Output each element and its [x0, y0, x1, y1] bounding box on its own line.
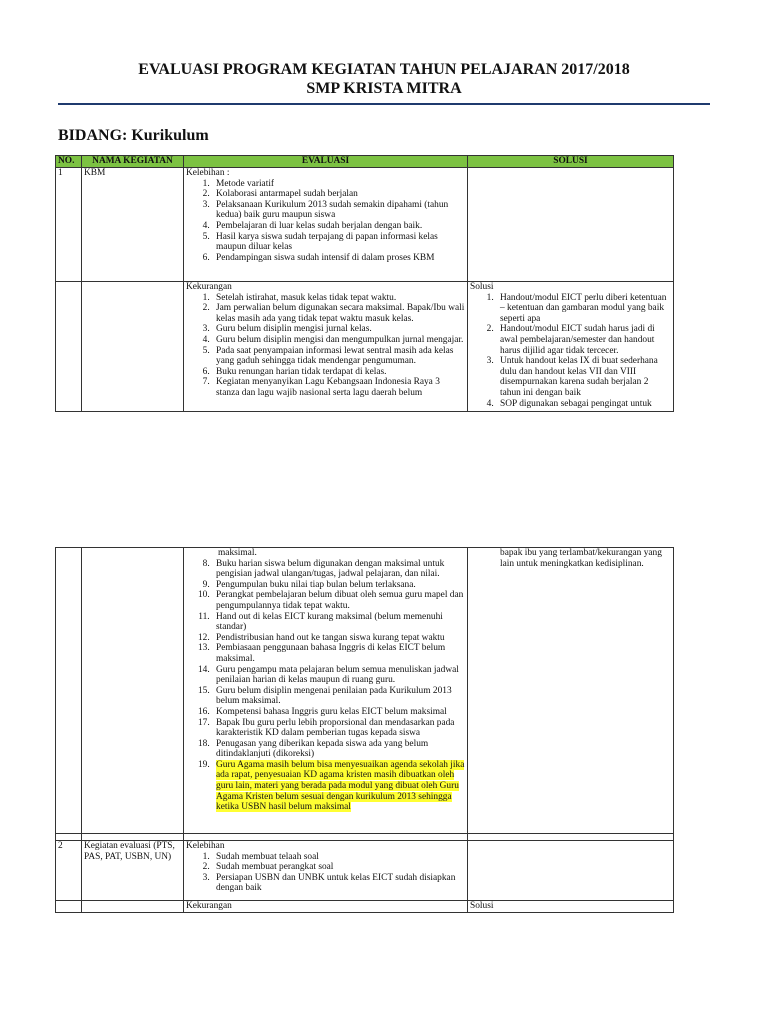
list-item: 3. Untuk handout kelas IX di buat sederhana dulu dan handout kelas VII dan VIII disempurnakan karena sudah berjalan 2 tahun ini dengan baik: [496, 356, 671, 398]
list-item: 5. Hasil karya siswa sudah terpajang di papan informasi kelas maupun diluar kelas: [212, 232, 465, 253]
list-item: 12. Pendistribusian hand out ke tangan siswa kurang tepat waktu: [212, 633, 465, 644]
list-item: 1. Sudah membuat telaah soal: [212, 852, 465, 863]
evaluation-table-page1: [55, 155, 674, 412]
list-item: 14. Guru pengampu mata pelajaran belum semua menuliskan jadwal penilaian harian di kelas maupun di ruang guru.: [212, 665, 465, 686]
list-item: 4. Pembelajaran di luar kelas sudah berjalan dengan baik.: [212, 221, 465, 232]
list-item: 2. Handout/modul EICT sudah harus jadi di awal pembelajaran/semester dan handout harus dijilid agar tidak tercecer.: [496, 324, 671, 356]
row-number: [56, 901, 82, 913]
table-header-row: [56, 156, 674, 168]
evaluasi-kekurangan-cell: [184, 282, 468, 412]
list-item: 1. Setelah istirahat, masuk kelas tidak tepat waktu.: [212, 293, 465, 304]
solusi-label-cell: Solusi: [468, 901, 674, 913]
row-number: [56, 282, 82, 412]
carry-over-text: maksimal.: [218, 548, 257, 558]
list-item: 18. Penugasan yang diberikan kepada siswa ada yang belum ditindaklanjuti (dikoreksi): [212, 739, 465, 760]
solusi-cell: [468, 282, 674, 412]
solusi-list: [470, 293, 671, 410]
row-number: [56, 548, 82, 834]
row-number: 1: [56, 168, 82, 282]
kekurangan-label: Kekurangan: [186, 282, 232, 292]
solusi-continuation: bapak ibu yang terlambat/kekurangan yang lain untuk meningkatkan kedisiplinan.: [500, 548, 662, 569]
list-item: 10. Perangkat pembelajaran belum dibuat oleh semua guru mapel dan pengumpulannya tidak tepat waktu.: [212, 590, 465, 611]
section-heading: BIDANG: Kurikulum: [58, 127, 209, 144]
table-row: [56, 548, 674, 834]
list-item: 11. Hand out di kelas EICT kurang maksimal (belum memenuhi standar): [212, 612, 465, 633]
list-item: 9. Pengumpulan buku nilai tiap bulan belum terlaksana.: [212, 580, 465, 591]
solusi-cell: [468, 168, 674, 282]
list-item: 3. Pelaksanaan Kurikulum 2013 sudah semakin dipahami (tahun kedua) baik guru maupun siswa: [212, 200, 465, 221]
table-row: [56, 168, 674, 282]
header-nama-kegiatan: NAMA KEGIATAN: [82, 156, 184, 168]
title-divider: [58, 103, 710, 105]
kekurangan-list: [186, 293, 465, 399]
document-title: [0, 60, 768, 98]
list-item: 2. Kolaborasi antarmapel sudah berjalan: [212, 189, 465, 200]
list-item: 17. Bapak Ibu guru perlu lebih proporsional dan mendasarkan pada karakteristik KD dalam pemberian tugas kepada siswa: [212, 718, 465, 739]
header-evaluasi: EVALUASI: [184, 156, 468, 168]
list-item: 16. Kompetensi bahasa Inggris guru kelas EICT belum maksimal: [212, 707, 465, 718]
list-item: 4. Guru belum disiplin mengisi dan mengumpulkan jurnal mengajar.: [212, 335, 465, 346]
list-item: 13. Pembiasaan penggunaan bahasa Inggris di kelas EICT belum maksimal.: [212, 643, 465, 664]
solusi-cell: [468, 841, 674, 901]
title-line-2: SMP KRISTA MITRA: [306, 80, 462, 97]
list-item-highlighted: [212, 760, 465, 813]
activity-name: [82, 901, 184, 913]
activity-name: [82, 548, 184, 834]
evaluasi-kelebihan-cell: [184, 168, 468, 282]
table-row-spacer: [56, 834, 674, 841]
kelebihan-list: [186, 179, 465, 264]
kekurangan-list-cont: [186, 559, 465, 813]
kelebihan-label: Kelebihan: [186, 841, 225, 851]
activity-name: KBM: [82, 168, 184, 282]
list-item: 3. Guru belum disiplin mengisi jurnal kelas.: [212, 324, 465, 335]
evaluasi-kekurangan-cont-cell: [184, 548, 468, 834]
kelebihan-list: [186, 852, 465, 894]
table-row: [56, 901, 674, 913]
kekurangan-label-cell: Kekurangan: [184, 901, 468, 913]
table-row: [56, 282, 674, 412]
evaluation-table-page2: [55, 547, 674, 913]
header-solusi: SOLUSI: [468, 156, 674, 168]
list-item: 5. Pada saat penyampaian informasi lewat sentral masih ada kelas yang gaduh sehingga tidak mendengar pengumuman.: [212, 346, 465, 367]
list-item: 8. Buku harian siswa belum digunakan dengan maksimal untuk pengisian jadwal ulangan/tugas, jadwal pelajaran, dan nilai.: [212, 559, 465, 580]
solusi-cont-cell: [468, 548, 674, 834]
header-no: NO.: [56, 156, 82, 168]
title-line-1: EVALUASI PROGRAM KEGIATAN TAHUN PELAJARAN 2017/2018: [138, 61, 630, 78]
list-item: 1. Handout/modul EICT perlu diberi ketentuan – ketentuan dan gambaran modul yang baik seperti apa: [496, 293, 671, 325]
activity-name: Kegiatan evaluasi (PTS, PAS, PAT, USBN, UN): [82, 841, 184, 901]
list-item: 6. Buku renungan harian tidak terdapat di kelas.: [212, 367, 465, 378]
list-item: 6. Pendampingan siswa sudah intensif di dalam proses KBM: [212, 253, 465, 264]
row-number: 2: [56, 841, 82, 901]
activity-name: [82, 282, 184, 412]
list-item: 1. Metode variatif: [212, 179, 465, 190]
list-item: 2. Sudah membuat perangkat soal: [212, 862, 465, 873]
table-row: [56, 841, 674, 901]
kelebihan-label: Kelebihan :: [186, 168, 230, 178]
list-item: 3. Persiapan USBN dan UNBK untuk kelas EICT sudah disiapkan dengan baik: [212, 873, 465, 894]
list-item: 15. Guru belum disiplin mengenai penilaian pada Kurikulum 2013 belum maksimal.: [212, 686, 465, 707]
highlighted-text: Guru Agama masih belum bisa menyesuaikan agenda sekolah jika ada rapat, penyesuaian KD agama kristen masih dibuatkan oleh guru lain, materi yang berada pada modul yang dibuat oleh Guru Agama Kristen belum sesuai dengan kurikulum 2013 sehingga ketika USBN hasil belum maksimal: [216, 759, 465, 813]
solusi-label: Solusi: [470, 282, 494, 292]
evaluasi-kelebihan-cell: [184, 841, 468, 901]
list-item: 4. SOP digunakan sebagai pengingat untuk: [496, 399, 671, 410]
list-item: 2. Jam perwalian belum digunakan secara maksimal. Bapak/Ibu wali kelas masih ada yang tidak tepat waktu masuk kelas.: [212, 303, 465, 324]
list-item: 7. Kegiatan menyanyikan Lagu Kebangsaan Indonesia Raya 3 stanza dan lagu wajib nasional serta lagu daerah belum: [212, 377, 465, 398]
